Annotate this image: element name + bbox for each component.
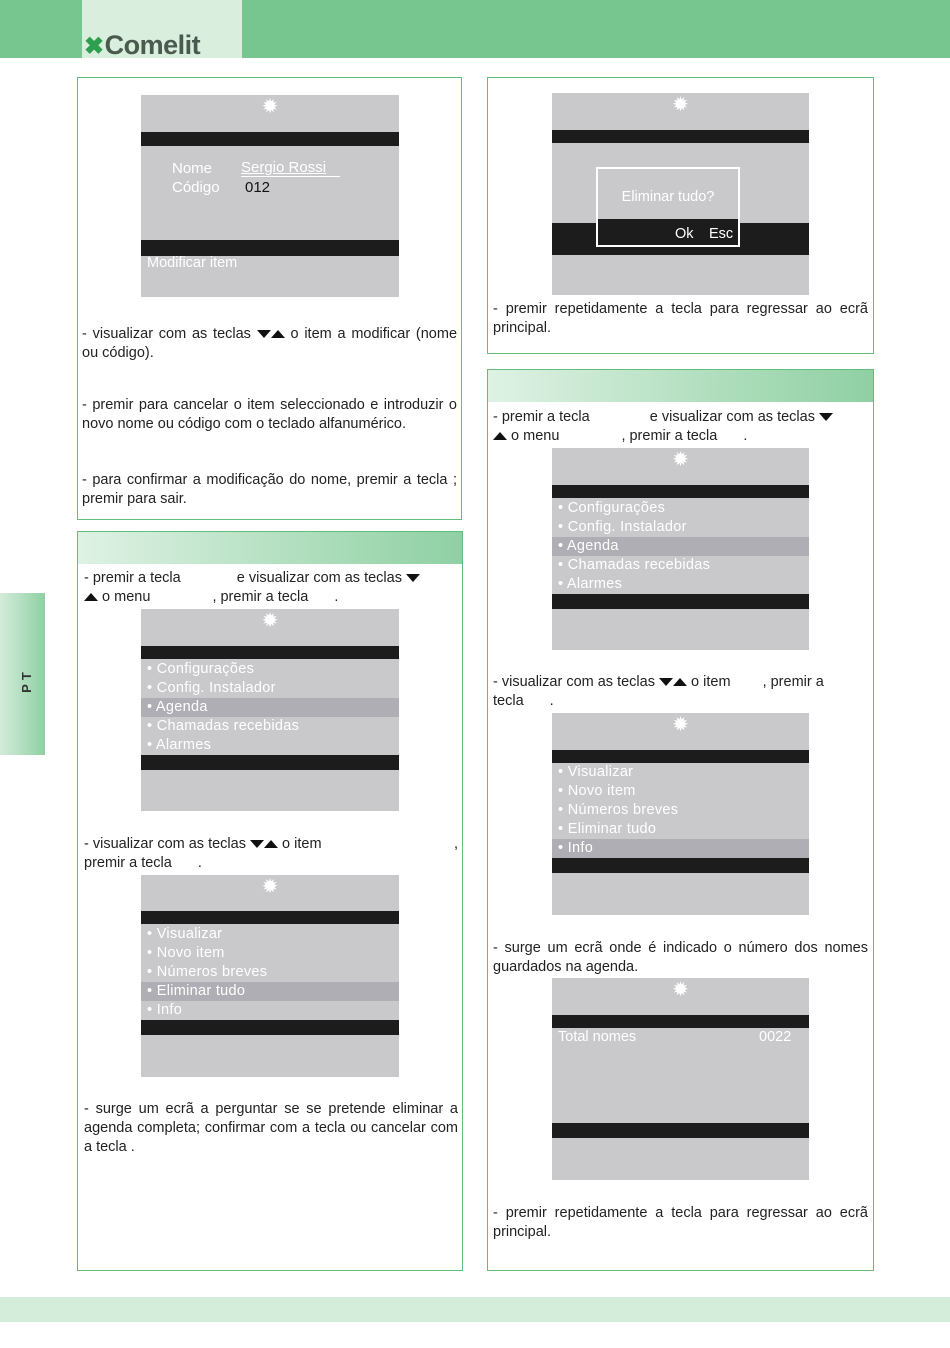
arrow-up-icon xyxy=(264,840,278,848)
arrow-down-icon xyxy=(257,330,271,338)
screen-top-bar xyxy=(552,485,809,498)
main-menu-screen xyxy=(141,609,399,811)
screen-top-bar xyxy=(552,750,809,763)
instruction-menu: - premir a tecla e visualizar com as teclas o menu , premir a tecla . xyxy=(84,569,458,607)
submenu-item-eliminar[interactable]: • Eliminar tudo xyxy=(141,982,399,1001)
total-names-label: Total nomes xyxy=(558,1029,637,1045)
agenda-menu-screen xyxy=(141,875,399,1077)
screen-bottom-bar xyxy=(141,240,399,256)
instruction-info: - surge um ecrã onde é indicado o número dos nomes guardados na agenda. xyxy=(493,940,868,975)
delete-dialog xyxy=(596,167,740,247)
right-panel-bottom xyxy=(487,369,874,1271)
delete-confirm-screen xyxy=(552,93,809,295)
instruction-item: - visualizar com as teclas o item , premir a tecla . xyxy=(84,836,458,871)
instruction-return: - premir repetidamente a tecla para regressar ao ecrã principal. xyxy=(493,1205,868,1240)
submenu-item-visualizar[interactable]: • Visualizar xyxy=(558,764,634,780)
footer-bar xyxy=(0,1297,950,1322)
screen-bottom-bar xyxy=(141,1020,399,1035)
instruction-2: - premir para cancelar o item seleccionado e introduzir o novo nome ou código com o teclado alfanumérico. xyxy=(82,397,457,432)
menu-item-chamadas[interactable]: • Chamadas recebidas xyxy=(147,718,300,734)
menu-item-chamadas[interactable]: • Chamadas recebidas xyxy=(558,557,711,573)
main-menu-screen xyxy=(552,448,809,650)
right-panel-top xyxy=(487,77,874,354)
menu-item-config-instalador[interactable]: • Config. Instalador xyxy=(558,519,687,535)
instruction-item: - visualizar com as teclas o item , premir a tecla . xyxy=(493,674,824,709)
menu-item-config-instalador[interactable]: • Config. Instalador xyxy=(147,680,276,696)
total-names-value: 0022 xyxy=(759,1029,792,1045)
submenu-item-numeros[interactable]: • Números breves xyxy=(558,802,679,818)
ok-button[interactable]: Ok xyxy=(675,226,694,242)
instruction-menu: - premir a tecla e visualizar com as teclas o menu , premir a tecla . xyxy=(493,408,868,446)
arrow-up-icon xyxy=(84,593,98,601)
language-label: PT xyxy=(18,668,34,693)
arrow-down-icon xyxy=(659,678,673,686)
sun-icon: ✹ xyxy=(672,714,689,736)
submenu-item-numeros[interactable]: • Números breves xyxy=(147,964,268,980)
sun-icon: ✹ xyxy=(672,94,689,116)
left-panel-bottom xyxy=(77,531,463,1271)
esc-button[interactable]: Esc xyxy=(709,226,734,242)
screen-top-bar xyxy=(141,911,399,924)
sun-icon: ✹ xyxy=(672,979,689,1001)
name-label: Nome xyxy=(172,160,213,177)
menu-item-configuracoes[interactable]: • Configurações xyxy=(558,500,666,516)
brand-logo: ✖Comelit xyxy=(84,30,201,60)
instruction-return: - premir repetidamente a tecla para regressar ao ecrã principal. xyxy=(493,301,868,336)
sun-icon: ✹ xyxy=(261,876,279,898)
instruction-3: - para confirmar a modificação do nome, premir a tecla ; premir para sair. xyxy=(82,472,457,507)
screen-bottom-bar xyxy=(552,1123,809,1138)
code-value: 012 xyxy=(245,179,271,196)
menu-item-agenda[interactable]: • Agenda xyxy=(141,698,399,717)
screen-top-bar xyxy=(141,132,399,146)
screen-top-bar xyxy=(552,1015,809,1028)
name-value: Sergio Rossi xyxy=(241,160,340,177)
submenu-item-novo[interactable]: • Novo item xyxy=(558,783,636,799)
screen-top-bar xyxy=(552,130,809,143)
screen-bottom-bar xyxy=(552,858,809,873)
submenu-item-info[interactable]: • Info xyxy=(147,1002,183,1018)
code-label: Código xyxy=(172,179,220,196)
menu-item-agenda[interactable]: • Agenda xyxy=(552,537,809,556)
edit-screen xyxy=(141,95,399,297)
arrow-down-icon xyxy=(819,413,833,421)
submenu-item-novo[interactable]: • Novo item xyxy=(147,945,225,961)
arrow-up-icon xyxy=(271,330,285,338)
menu-item-alarmes[interactable]: • Alarmes xyxy=(147,737,212,753)
submenu-item-visualizar[interactable]: • Visualizar xyxy=(147,926,223,942)
brand-mark-icon: ✖ xyxy=(84,33,104,60)
agenda-menu-screen xyxy=(552,713,809,915)
menu-item-alarmes[interactable]: • Alarmes xyxy=(558,576,623,592)
arrow-down-icon xyxy=(406,574,420,582)
menu-item-configuracoes[interactable]: • Configurações xyxy=(147,661,255,677)
dialog-question: Eliminar tudo? xyxy=(621,189,715,205)
left-panel-top xyxy=(77,77,462,520)
instruction-1: - visualizar com as teclas o item a modificar (nome ou código). xyxy=(82,326,458,361)
arrow-up-icon xyxy=(493,432,507,440)
submenu-item-info[interactable]: • Info xyxy=(552,839,809,858)
submenu-item-eliminar[interactable]: • Eliminar tudo xyxy=(558,821,657,837)
sun-icon: ✹ xyxy=(261,96,279,118)
sun-icon: ✹ xyxy=(261,610,279,632)
sun-icon: ✹ xyxy=(672,449,689,471)
screen-bottom-bar xyxy=(141,755,399,770)
arrow-up-icon xyxy=(673,678,687,686)
info-screen xyxy=(552,978,809,1180)
arrow-down-icon xyxy=(250,840,264,848)
language-side-tab xyxy=(0,593,45,755)
instruction-confirm: - surge um ecrã a perguntar se se pretende eliminar a agenda completa; confirmar com a tecla ou cancelar com a tecla . xyxy=(84,1101,458,1155)
screen-footer: Modificar item xyxy=(147,255,238,271)
screen-top-bar xyxy=(141,646,399,659)
screen-bottom-bar xyxy=(552,594,809,609)
